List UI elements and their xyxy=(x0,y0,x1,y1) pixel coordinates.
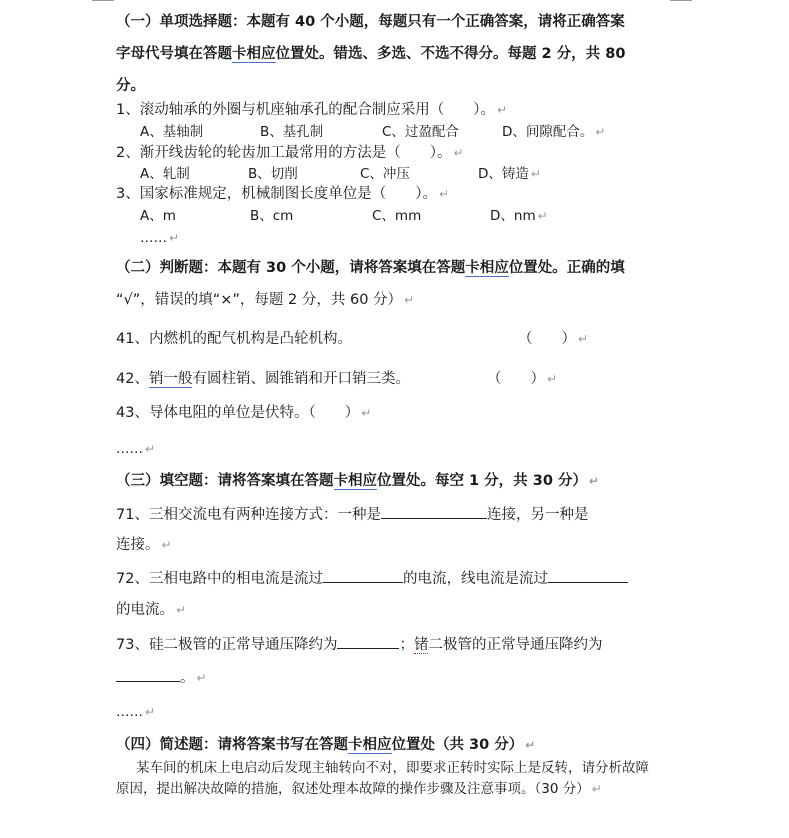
page-corner-mark xyxy=(670,0,692,1)
question-stem: 有圆柱销、圆锥销和开口销三类。 xyxy=(192,371,410,387)
fill-blank[interactable] xyxy=(323,568,403,583)
ellipsis-text: …… xyxy=(116,441,143,457)
question-72-line1 xyxy=(116,568,628,589)
question-stem: ； xyxy=(399,637,414,653)
question-72-line2 xyxy=(116,600,186,620)
option-a: A、m xyxy=(140,208,176,224)
paragraph-mark-icon: ↵ xyxy=(537,209,548,223)
paragraph-mark-icon: ↵ xyxy=(361,406,372,420)
option-d xyxy=(490,206,548,226)
question-stem: 连接。 xyxy=(116,537,160,553)
question-number: 42、 xyxy=(116,371,149,387)
s2-intro-line1 xyxy=(116,258,625,278)
paragraph-mark-icon: ↵ xyxy=(196,671,207,685)
s3-ellipsis xyxy=(116,702,155,722)
question-2 xyxy=(116,143,464,163)
s1-intro-text: 分。 xyxy=(116,78,145,94)
fill-blank[interactable] xyxy=(381,504,487,519)
question-stem: 3、国家标准规定，机械制图长度单位是（ ）。 xyxy=(116,186,437,202)
option-d xyxy=(502,122,605,142)
s3-underlined-term: 卡相应 xyxy=(333,473,377,489)
underlined-term: 销一般 xyxy=(148,371,193,387)
question-stem: 43、导体电阻的单位是伏特。（ ） xyxy=(116,405,360,421)
option-d-text: D、铸造 xyxy=(478,166,529,182)
ellipsis-text: …… xyxy=(140,230,167,246)
question-stem: 72、三相电路中的相电流是流过 xyxy=(116,571,323,587)
paragraph-mark-icon: ↵ xyxy=(161,538,172,552)
question-41 xyxy=(116,329,676,349)
paragraph-mark-icon: ↵ xyxy=(176,603,187,617)
question-1 xyxy=(116,100,507,120)
s1-intro-text: 位置处。错选、多选、不选不得分。每题 2 分，共 80 xyxy=(275,46,626,62)
paragraph-mark-icon: ↵ xyxy=(530,167,541,181)
paragraph-mark-icon: ↵ xyxy=(496,103,508,117)
question-stem: 的电流，线电流是流过 xyxy=(402,571,548,587)
question-stem: 连接，另一种是 xyxy=(486,507,589,523)
page-corner-mark xyxy=(92,0,114,1)
s4-underlined-term: 卡相应 xyxy=(348,737,392,753)
s2-underlined-term: 卡相应 xyxy=(465,260,509,276)
question-stem: 的电流。 xyxy=(116,602,174,618)
s1-intro-line1 xyxy=(116,12,625,32)
question-3 xyxy=(116,184,449,204)
option-a: A、轧制 xyxy=(140,166,190,182)
question-42 xyxy=(116,369,676,389)
question-stem: 2、渐开线齿轮的轮齿加工最常用的方法是（ ）。 xyxy=(116,145,452,161)
option-d-text: D、间隙配合。 xyxy=(502,124,594,140)
s2-intro-text: 位置处。正确的填 xyxy=(508,260,625,276)
s4-intro-text: 请将答案书写在答题 xyxy=(217,737,348,753)
s1-intro-text: 字母代号填在答题 xyxy=(116,46,232,62)
answer-paren-text: （ ） xyxy=(518,331,576,347)
paragraph-mark-icon: ↵ xyxy=(578,332,589,346)
option-c: C、过盈配合 xyxy=(382,124,459,140)
question-stem: 73、硅二极管的正常导通压降约为 xyxy=(116,637,338,653)
s4-body-text: 某车间的机床上电启动后发现主轴转向不对，即要求正转时实际上是反转，请分析故障 xyxy=(136,760,649,776)
s4-body-text: 原因，提出解决故障的措施，叙述处理本故障的操作步骤及注意事项。（30 分） xyxy=(116,781,590,797)
s1-heading: （一）单项选择题： xyxy=(116,14,247,30)
paragraph-mark-icon: ↵ xyxy=(404,293,415,307)
fill-blank[interactable] xyxy=(548,568,628,583)
option-b: B、切削 xyxy=(248,166,298,182)
s4-intro xyxy=(116,735,535,755)
answer-paren-text: （ ） xyxy=(487,371,545,387)
s3-intro xyxy=(116,471,599,491)
s3-intro-text: 位置处。每空 1 分，共 30 分） xyxy=(377,473,587,489)
s2-heading: （二）判断题： xyxy=(116,260,218,276)
s2-intro-line2 xyxy=(116,290,414,310)
question-71-line2 xyxy=(116,535,172,555)
question-stem: 41、内燃机的配气机构是凸轮机构。 xyxy=(116,331,352,347)
question-stem: 71、三相交流电有两种连接方式：一种是 xyxy=(116,507,381,523)
question-73-line1 xyxy=(116,634,602,655)
s1-intro-line2 xyxy=(116,44,625,64)
s1-intro-text: 本题有 40 个小题，每题只有一个正确答案，请将正确答案 xyxy=(246,14,625,30)
fill-blank[interactable] xyxy=(337,634,399,649)
question-stem: 1、滚动轴承的外圈与机座轴承孔的配合制应采用（ ）。 xyxy=(116,102,495,118)
s4-body-line1 xyxy=(136,758,649,778)
ellipsis-text: …… xyxy=(116,704,143,720)
s1-intro-line3 xyxy=(116,76,145,96)
paragraph-mark-icon: ↵ xyxy=(438,187,450,201)
s2-intro-text: “√”，错误的填“×”，每题 2 分，共 60 分） xyxy=(116,292,403,308)
question-stem: 。 xyxy=(180,670,195,686)
question-stem: 二极管的正常导通压降约为 xyxy=(428,637,603,653)
paragraph-mark-icon: ↵ xyxy=(145,705,156,719)
option-d xyxy=(478,164,541,184)
paragraph-mark-icon: ↵ xyxy=(169,231,180,245)
s1-underlined-term: 卡相应 xyxy=(232,46,276,62)
s4-intro-text: 位置处（共 30 分） xyxy=(391,737,524,753)
option-c: C、mm xyxy=(372,208,422,224)
option-a: A、基轴制 xyxy=(140,124,204,140)
s4-heading: （四）简述题： xyxy=(116,737,218,753)
s4-body-line2 xyxy=(116,779,602,799)
spellcheck-term: 锗 xyxy=(413,637,429,653)
s3-heading: （三）填空题： xyxy=(116,473,218,489)
s3-intro-text: 请将答案填在答题 xyxy=(217,473,334,489)
paragraph-mark-icon: ↵ xyxy=(588,474,600,488)
paragraph-mark-icon: ↵ xyxy=(453,146,464,160)
paragraph-mark-icon: ↵ xyxy=(547,372,558,386)
option-d-text: D、nm xyxy=(490,208,536,224)
option-b: B、cm xyxy=(250,208,294,224)
paragraph-mark-icon: ↵ xyxy=(525,738,536,752)
answer-paren xyxy=(487,369,557,389)
answer-paren xyxy=(518,329,588,349)
option-b: B、基孔制 xyxy=(260,124,324,140)
option-c: C、冲压 xyxy=(360,166,410,182)
paragraph-mark-icon: ↵ xyxy=(591,782,602,796)
question-71-line1 xyxy=(116,504,588,525)
question-73-line2 xyxy=(116,667,207,688)
s2-intro-text: 本题有 30 个小题，请将答案填在答题 xyxy=(217,260,466,276)
s1-ellipsis xyxy=(140,228,179,248)
s2-ellipsis xyxy=(116,439,155,459)
paragraph-mark-icon: ↵ xyxy=(145,442,156,456)
fill-blank[interactable] xyxy=(116,667,180,682)
paragraph-mark-icon: ↵ xyxy=(595,125,606,139)
question-43 xyxy=(116,403,371,423)
